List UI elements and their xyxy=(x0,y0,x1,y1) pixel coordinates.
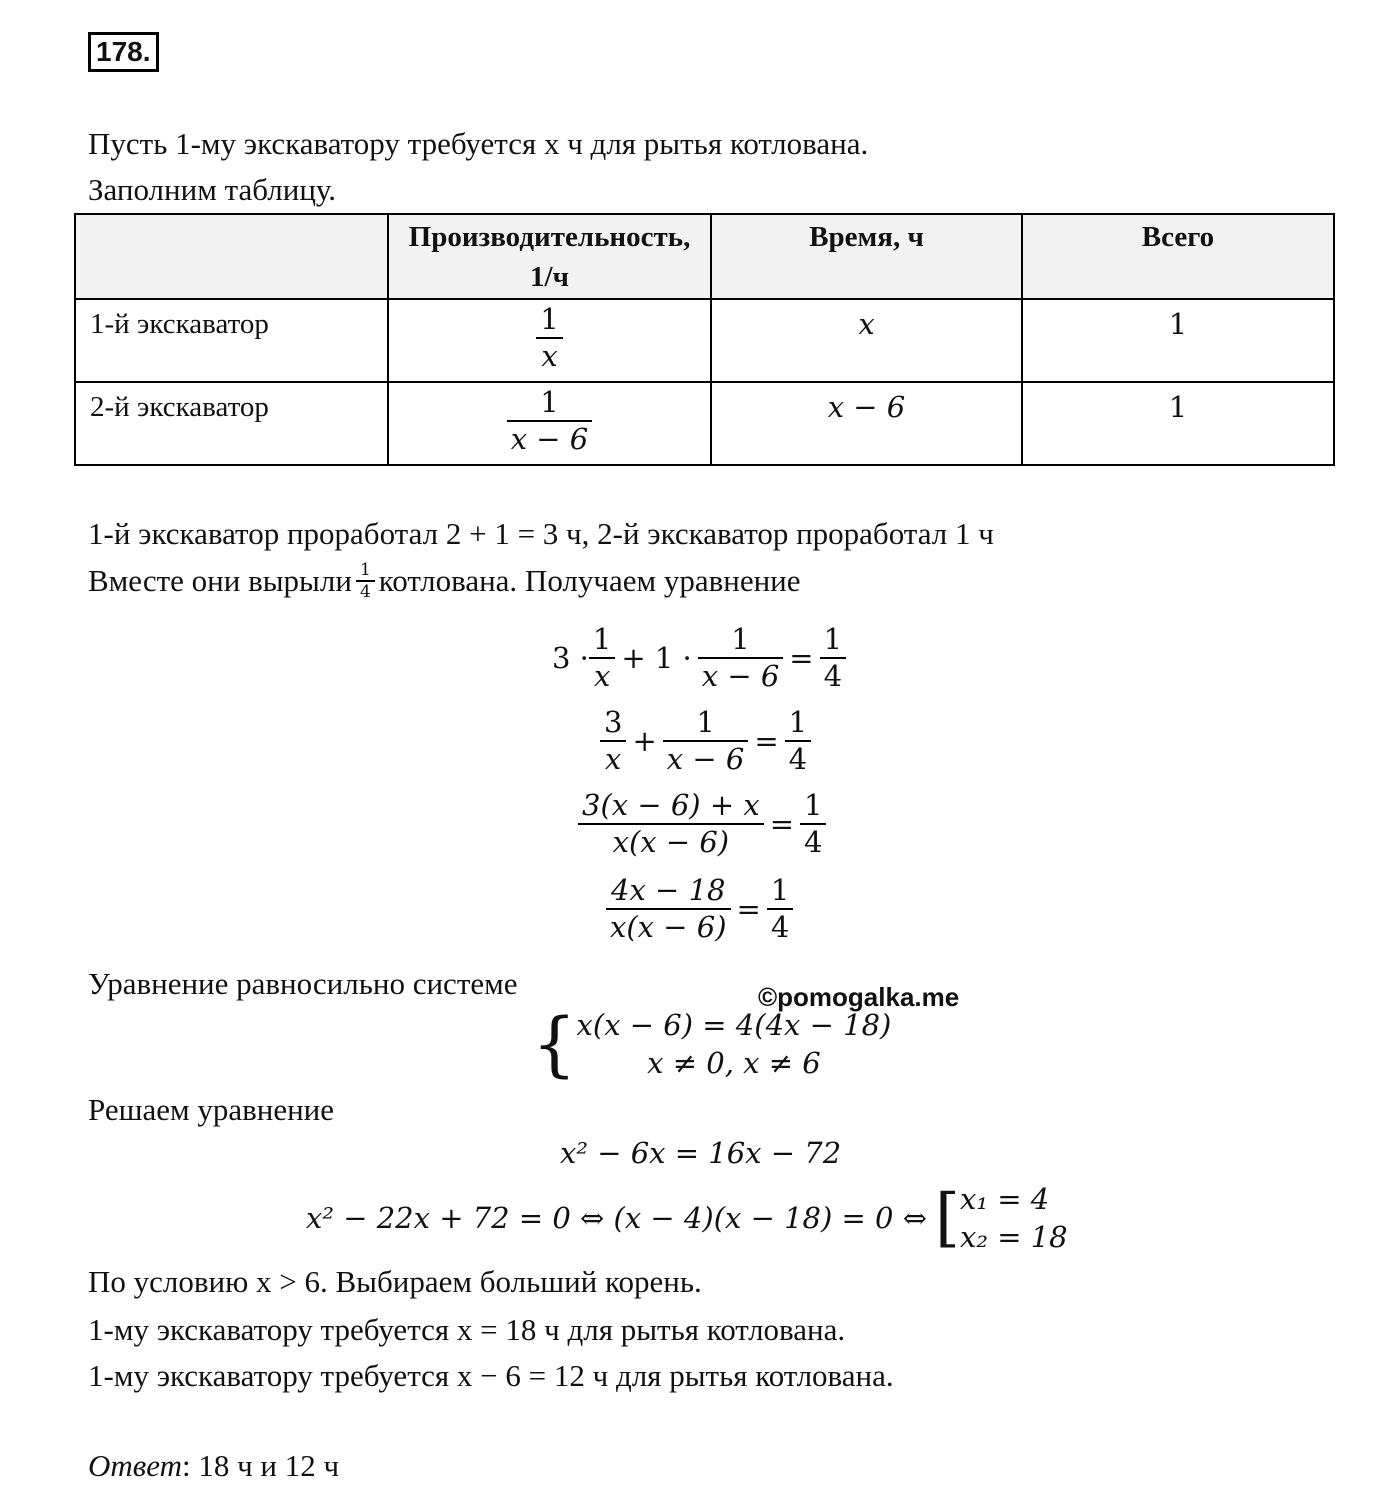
row1-prod-den: x xyxy=(541,338,558,373)
eq4-equals: = xyxy=(736,891,761,926)
eq3-rhs xyxy=(800,788,826,860)
header-total: Всего xyxy=(1022,214,1334,299)
eq3-rhs-den: 4 xyxy=(804,824,823,859)
row1-productivity xyxy=(388,299,711,382)
eq2-frac1-num: 3 xyxy=(604,705,623,739)
eq1-frac2 xyxy=(698,622,784,694)
eq1-frac2-num: 1 xyxy=(731,622,750,656)
table-row xyxy=(75,382,1334,465)
row2-label: 2-й экскаватор xyxy=(75,382,388,465)
eq3-equals: = xyxy=(769,806,795,841)
header-empty xyxy=(75,214,388,299)
eq1-frac2-den: x − 6 xyxy=(701,658,780,693)
row2-prod-fraction xyxy=(507,385,593,457)
answer-line xyxy=(88,1446,339,1486)
eq4-frac-den: x(x − 6) xyxy=(610,909,727,944)
eq1-op: + 1 · xyxy=(621,640,692,675)
condition-line: По условию x > 6. Выбираем больший корень. xyxy=(88,1264,702,1299)
eq2-rhs-den: 4 xyxy=(788,741,808,776)
eq1-rhs-den: 4 xyxy=(823,658,843,693)
equation-2 xyxy=(600,705,811,777)
solve-equation-2: x² − 22x + 72 = 0 ⇔ (x − 4)(x − 18) = 0 ⇔ xyxy=(306,1201,928,1235)
system-brace: { xyxy=(532,1003,577,1085)
together-suffix: котлована. Получаем уравнение xyxy=(378,563,801,599)
row1-time: x xyxy=(711,299,1022,382)
together-fraction xyxy=(356,560,375,602)
work-table xyxy=(74,213,1335,466)
eq1-coef: 3 · xyxy=(552,640,589,675)
table-header-row xyxy=(75,214,1334,299)
row2-prod-num: 1 xyxy=(540,385,559,419)
row2-productivity xyxy=(388,382,711,465)
solve-equation-1: x² − 6x = 16x − 72 xyxy=(560,1136,842,1170)
result-line-1: 1-му экскаватору требуется x = 18 ч для рытья котлована. xyxy=(88,1312,846,1347)
table-row xyxy=(75,299,1334,382)
eq4-frac xyxy=(606,873,731,945)
eq3-rhs-num: 1 xyxy=(804,788,823,822)
together-prefix: Вместе они вырыли xyxy=(88,563,352,599)
eq1-frac1 xyxy=(589,622,615,694)
header-productivity-line2: 1/ч xyxy=(530,261,569,293)
equation-1 xyxy=(552,622,846,694)
answer-label: Ответ xyxy=(88,1448,182,1483)
eq2-frac2-den: x − 6 xyxy=(666,741,745,776)
eq3-frac-den: x(x − 6) xyxy=(612,824,730,859)
together-frac-den: 4 xyxy=(359,581,371,602)
solve-equation-2-line xyxy=(306,1180,1068,1256)
header-time: Время, ч xyxy=(711,214,1022,299)
eq2-rhs-num: 1 xyxy=(788,705,808,739)
eq2-equals: = xyxy=(754,723,779,758)
eq4-rhs xyxy=(767,873,793,945)
system-line-1: x(x − 6) = 4(4x − 18) xyxy=(576,1008,892,1042)
eq1-rhs-num: 1 xyxy=(823,622,843,656)
row1-total: 1 xyxy=(1022,299,1334,382)
root-2: x₂ = 18 xyxy=(960,1220,1068,1254)
together-frac-num: 1 xyxy=(359,560,371,580)
eq1-frac1-num: 1 xyxy=(592,622,612,656)
intro-line-1: Пусть 1-му экскаватору требуется x ч для рытья котлована. xyxy=(88,126,869,161)
row1-prod-fraction xyxy=(536,302,562,374)
system-intro: Уравнение равносильно системе xyxy=(88,966,518,1001)
roots xyxy=(960,1180,1068,1256)
equation-system xyxy=(532,1003,892,1085)
work-line: 1-й экскаватор проработал 2 + 1 = 3 ч, 2-й экскаватор проработал 1 ч xyxy=(88,516,994,551)
eq3-frac-num: 3(x − 6) + x xyxy=(582,788,760,822)
header-productivity xyxy=(388,214,711,299)
eq1-frac1-den: x xyxy=(593,658,611,693)
header-productivity-line1: Производительность, xyxy=(408,221,691,253)
eq4-rhs-num: 1 xyxy=(770,873,790,907)
equation-3 xyxy=(578,788,826,860)
result-line-2: 1-му экскаватору требуется x − 6 = 12 ч для рытья котлована. xyxy=(88,1358,894,1393)
eq2-frac2-num: 1 xyxy=(696,705,715,739)
watermark: ©pomogalka.me xyxy=(758,982,960,1012)
eq4-rhs-den: 4 xyxy=(770,909,790,944)
together-line xyxy=(88,560,801,602)
roots-bracket: [ xyxy=(935,1181,960,1255)
eq2-frac1-den: x xyxy=(605,741,622,776)
row2-total: 1 xyxy=(1022,382,1334,465)
system-lines xyxy=(577,1006,892,1082)
eq1-rhs xyxy=(820,622,846,694)
eq2-rhs xyxy=(785,705,811,777)
eq4-frac-num: 4x − 18 xyxy=(611,873,726,907)
row1-label: 1-й экскаватор xyxy=(75,299,388,382)
eq2-op: + xyxy=(632,723,657,758)
eq2-frac1 xyxy=(600,705,626,777)
row2-time: x − 6 xyxy=(711,382,1022,465)
system-line-2: x ≠ 0, x ≠ 6 xyxy=(647,1046,821,1080)
eq1-equals: = xyxy=(789,640,814,675)
row1-prod-num: 1 xyxy=(540,302,559,336)
intro-line-2: Заполним таблицу. xyxy=(88,172,337,207)
problem-number: 178. xyxy=(88,32,159,72)
answer-text: : 18 ч и 12 ч xyxy=(181,1448,340,1483)
equation-4 xyxy=(606,873,793,945)
eq2-frac2 xyxy=(663,705,749,777)
eq3-frac xyxy=(578,788,764,860)
root-1: x₁ = 4 xyxy=(960,1182,1050,1216)
solve-intro: Решаем уравнение xyxy=(88,1092,335,1127)
row2-prod-den: x − 6 xyxy=(510,421,589,456)
